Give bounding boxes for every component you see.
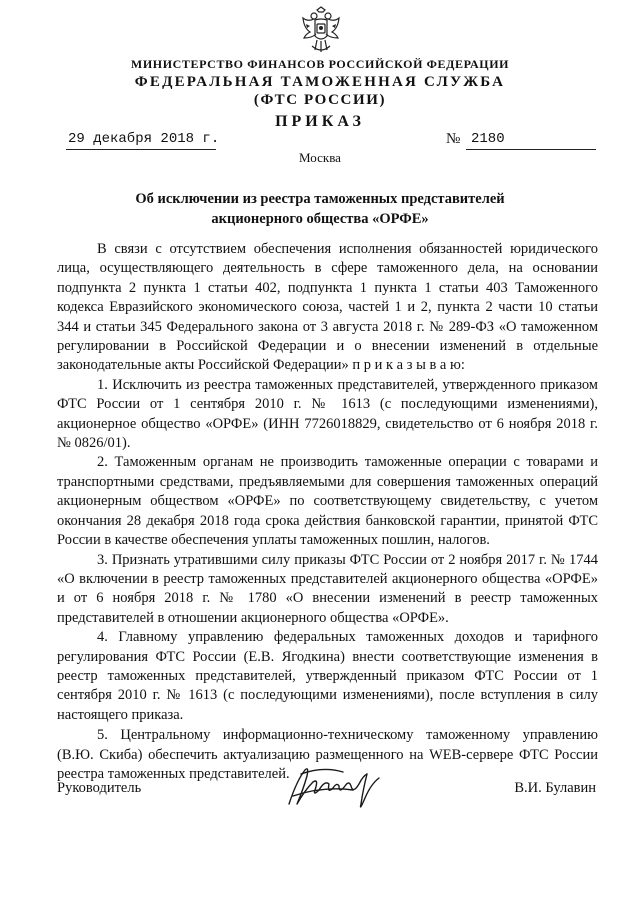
document-body <box>57 240 598 784</box>
signatory-role: Руководитель <box>57 780 142 796</box>
document-type: ПРИКАЗ <box>275 113 365 130</box>
city: Москва <box>299 150 341 165</box>
ministry-name: МИНИСТЕРСТВО ФИНАНСОВ РОССИЙСКОЙ ФЕДЕРАЦИИ <box>130 57 510 71</box>
number-label: № <box>446 131 461 147</box>
order-item-2: 2. Таможенным органам не производить таможенные операции с товарами и транспортными средствами, предъявляемыми для совершения таможенных операций акционерным обществом «ОРФЕ» по соответствующему свидетельству, с учетом окончания 28 декабря 2018 года срока действия банковской гарантии, принятой ФТС России в качестве обеспечения уплаты таможенных пошлин, налогов. <box>57 454 598 549</box>
coat-of-arms-icon <box>300 6 342 56</box>
document-date: 29 декабря 2018 г. <box>68 131 220 147</box>
service-name: ФЕДЕРАЛЬНАЯ ТАМОЖЕННАЯ СЛУЖБА <box>134 74 506 90</box>
order-item-3: 3. Признать утратившими силу приказы ФТС России от 2 ноября 2017 г. № 1744 «О включении в реестр таможенных представителей акционерного общества «ОРФЕ» и от 6 ноября 2018 г. № 1780 «О внесении изменений в реестр таможенных представителей в отношении акционерного общества «ОРФЕ». <box>57 551 598 626</box>
order-item-4: 4. Главному управлению федеральных таможенных доходов и тарифного регулирования ФТС России (Е.В. Ягодкина) внести соответствующие изменения в реестр таможенных представителей, утвержденный приказом ФТС России от 1 сентября 2010 г. № 1613 (с последующими изменениями), после вступления в силу настоящего приказа. <box>57 629 598 723</box>
service-abbreviation: (ФТС РОССИИ) <box>253 92 387 108</box>
document-title-line-2: акционерного общества «ОРФЕ» <box>211 211 429 227</box>
document-number: 2180 <box>471 131 505 147</box>
order-item-5: 5. Центральному информационно-техническому таможенному управлению (В.Ю. Скиба) обеспечить актуализацию размещенного на WEB-сервере ФТС России реестра таможенных представителей. <box>57 727 598 782</box>
document-title-line-1: Об исключении из реестра таможенных представителей <box>135 191 505 207</box>
order-item-1: 1. Исключить из реестра таможенных представителей, утвержденного приказом ФТС России от 1 сентября 2010 г. № 1613 (с последующими изменениями), акционерное общество «ОРФЕ» (ИНН 7726018829, свидетельство от 6 ноября 2018 г. № 0826/01). <box>57 376 598 452</box>
handwritten-signature <box>283 760 393 814</box>
intro-paragraph: В связи с отсутствием обеспечения исполнения обязанностей юридического лица, осуществляющего деятельность в сфере таможенного дела, на основании подпункта 2 пункта 1 статьи 402, подпункта 1 пункта 1 статьи 403 Таможенного кодекса Евразийского экономического союза, частей 1 и 2, пункта 2 части 10 статьи 344 и статьи 345 Федерального закона от 3 августа 2018 г. № 289-ФЗ «О таможенном регулировании в Российской Федерации и о внесении изменений в отдельные законодательные акты Российской Федерации» п р и к а з ы в а ю: <box>57 241 598 374</box>
signatory-name: В.И. Булавин <box>514 780 596 796</box>
